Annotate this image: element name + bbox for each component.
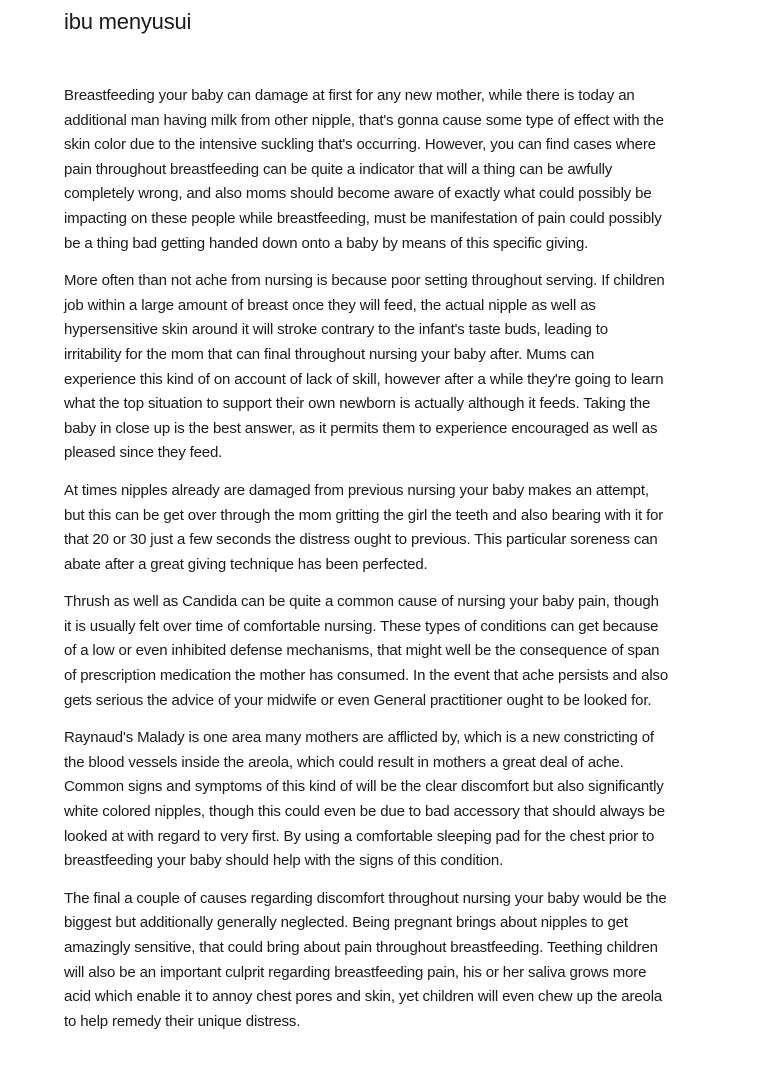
text-line: what the top situation to support their own newborn is actually although it feeds. Taking the: [64, 395, 651, 413]
document-page: [64, 8, 728, 1047]
text-line: be a thing bad getting handed down onto a baby by means of this specific giving.: [64, 234, 589, 252]
paragraph: [64, 84, 728, 256]
text-line: to help remedy their unique distress.: [64, 1012, 301, 1030]
text-line: acid which enable it to annoy chest pores and skin, yet children will even chew up the areola: [64, 988, 663, 1006]
text-line: amazingly sensitive, that could bring about pain throughout breastfeeding. Teething children: [64, 939, 658, 956]
text-line: Raynaud's Malady is one area many mothers are afflicted by, which is a new constricting of: [64, 729, 654, 747]
text-line: pain throughout breastfeeding can be quite a indicator that will a thing can be awfully: [64, 160, 613, 178]
text-line: Breastfeeding your baby can damage at first for any new mother, while there is today an: [64, 87, 635, 104]
paragraph: [64, 726, 728, 874]
text-line: the blood vessels inside the areola, which could result in mothers a great deal of ache.: [64, 753, 624, 771]
text-line: it is usually felt over time of comfortable nursing. These types of conditions can get because: [64, 617, 659, 635]
text-line: gets serious the advice of your midwife or even General practitioner ought to be looked for.: [64, 691, 652, 709]
text-line: white colored nipples, though this could even be due to bad accessory that should always be: [64, 803, 665, 821]
text-line: More often than not ache from nursing is because poor setting throughout serving. If children: [64, 272, 665, 290]
text-line: skin color due to the intensive suckling that's occurring. However, you can find cases where: [64, 136, 656, 154]
text-line: job within a large amount of breast once they will feed, the actual nipple as well as: [64, 296, 596, 314]
text-line: will also be an important culprit regarding breastfeeding pain, his or her saliva grows more: [64, 963, 647, 981]
text-line: The final a couple of causes regarding discomfort throughout nursing your baby would be the: [64, 889, 667, 907]
text-line: experience this kind of on account of lack of skill, however after a while they're going to learn: [64, 370, 664, 388]
text-line: but this can be get over through the mom gritting the girl the teeth and also bearing with it for: [64, 506, 664, 524]
text-line: biggest but additionally generally neglected. Being pregnant brings about nipples to get: [64, 914, 628, 932]
text-line: Common signs and symptoms of this kind of will be the clear discomfort but also significantly: [64, 778, 664, 796]
paragraph: [64, 479, 728, 577]
text-line: of a low or even inhibited defense mechanisms, that might well be the consequence of span: [64, 642, 660, 660]
text-line: breastfeeding your baby should help with the signs of this condition.: [64, 852, 504, 870]
text-line: irritability for the mom that can final throughout nursing your baby after. Mums can: [64, 345, 595, 363]
text-line: impacting on these people while breastfeeding, must be manifestation of pain could possibly: [64, 209, 662, 227]
text-line: additional man having milk from other nipple, that's gonna cause some type of effect with the: [64, 111, 664, 129]
paragraph: [64, 887, 728, 1035]
text-line: looked at with regard to very first. By using a comfortable sleeping pad for the chest prior to: [64, 827, 655, 845]
text-line: of prescription medication the mother has consumed. In the event that ache persists and also: [64, 667, 669, 685]
text-line: pleased since they feed.: [64, 444, 223, 462]
paragraph: [64, 590, 728, 713]
text-line: baby in close up is the best answer, as it permits them to experience encouraged as well as: [64, 419, 658, 437]
document-title: ibu menyusui: [64, 9, 192, 34]
text-line: hypersensitive skin around it will stroke contrary to the infant's taste buds, leading to: [64, 321, 608, 339]
document-body: [64, 84, 728, 1034]
text-line: completely wrong, and also moms should become aware of exactly what could possibly be: [64, 185, 652, 203]
text-line: At times nipples already are damaged from previous nursing your baby makes an attempt,: [64, 481, 649, 499]
paragraph: [64, 269, 728, 466]
text-line: abate after a great giving technique has been perfected.: [64, 555, 428, 573]
text-line: that 20 or 30 just a few seconds the distress ought to previous. This particular soreness can: [64, 531, 658, 549]
text-line: Thrush as well as Candida can be quite a common cause of nursing your baby pain, though: [64, 593, 659, 611]
